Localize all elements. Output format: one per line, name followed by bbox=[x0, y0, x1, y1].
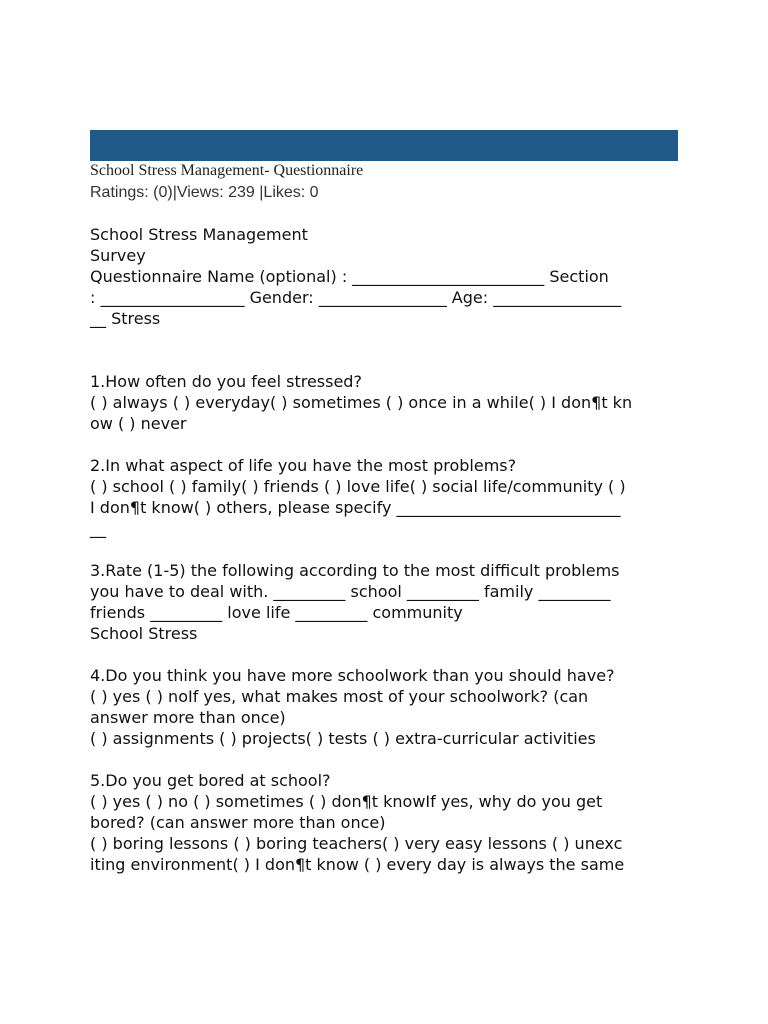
document-line: Survey bbox=[90, 246, 146, 265]
document-line: 5.Do you get bored at school? bbox=[90, 771, 331, 790]
document-line: 3.Rate (1-5) the following according to the most difficult problems bbox=[90, 561, 620, 580]
header-banner bbox=[90, 130, 678, 161]
document-line: __ Stress bbox=[90, 309, 161, 328]
document-line: 4.Do you think you have more schoolwork than you should have? bbox=[90, 666, 615, 685]
document-line: answer more than once) bbox=[90, 708, 286, 727]
document-line: ( ) boring lessons ( ) boring teachers( ) very easy lessons ( ) unexc bbox=[90, 834, 623, 853]
blank-line bbox=[90, 350, 680, 371]
document-line: School Stress Management bbox=[90, 225, 308, 244]
blank-line bbox=[90, 329, 680, 350]
document-title: School Stress Management- Questionnaire bbox=[90, 162, 364, 179]
document-line: __ bbox=[90, 519, 106, 538]
document-line: Questionnaire Name (optional) : ________________________ Section bbox=[90, 267, 609, 286]
document-line: iting environment( ) I don¶t know ( ) every day is always the same bbox=[90, 855, 625, 874]
document-line: ow ( ) never bbox=[90, 414, 187, 433]
document-stats: Ratings: (0)|Views: 239 |Likes: 0 bbox=[90, 184, 319, 201]
document-line: I don¶t know( ) others, please specify ____________________________ bbox=[90, 498, 621, 517]
document-line: : __________________ Gender: ________________ Age: ________________ bbox=[90, 288, 622, 307]
document-body bbox=[90, 224, 680, 875]
document-line: ( ) yes ( ) no ( ) sometimes ( ) don¶t knowIf yes, why do you get bbox=[90, 792, 603, 811]
document-line: bored? (can answer more than once) bbox=[90, 813, 386, 832]
document-line: friends _________ love life _________ community bbox=[90, 603, 463, 622]
blank-line bbox=[90, 644, 680, 665]
document-line: 1.How often do you feel stressed? bbox=[90, 372, 362, 391]
document-line: ( ) school ( ) family( ) friends ( ) love life( ) social life/community ( ) bbox=[90, 477, 626, 496]
blank-line bbox=[90, 749, 680, 770]
document-line: you have to deal with. _________ school _________ family _________ bbox=[90, 582, 611, 601]
document-line: ( ) always ( ) everyday( ) sometimes ( ) once in a while( ) I don¶t kn bbox=[90, 393, 633, 412]
document-line: ( ) assignments ( ) projects( ) tests ( ) extra-curricular activities bbox=[90, 729, 596, 748]
blank-line bbox=[90, 434, 680, 455]
document-line: ( ) yes ( ) noIf yes, what makes most of your schoolwork? (can bbox=[90, 687, 589, 706]
blank-line bbox=[90, 539, 680, 560]
document-line: 2.In what aspect of life you have the most problems? bbox=[90, 456, 517, 475]
document-line: School Stress bbox=[90, 624, 198, 643]
